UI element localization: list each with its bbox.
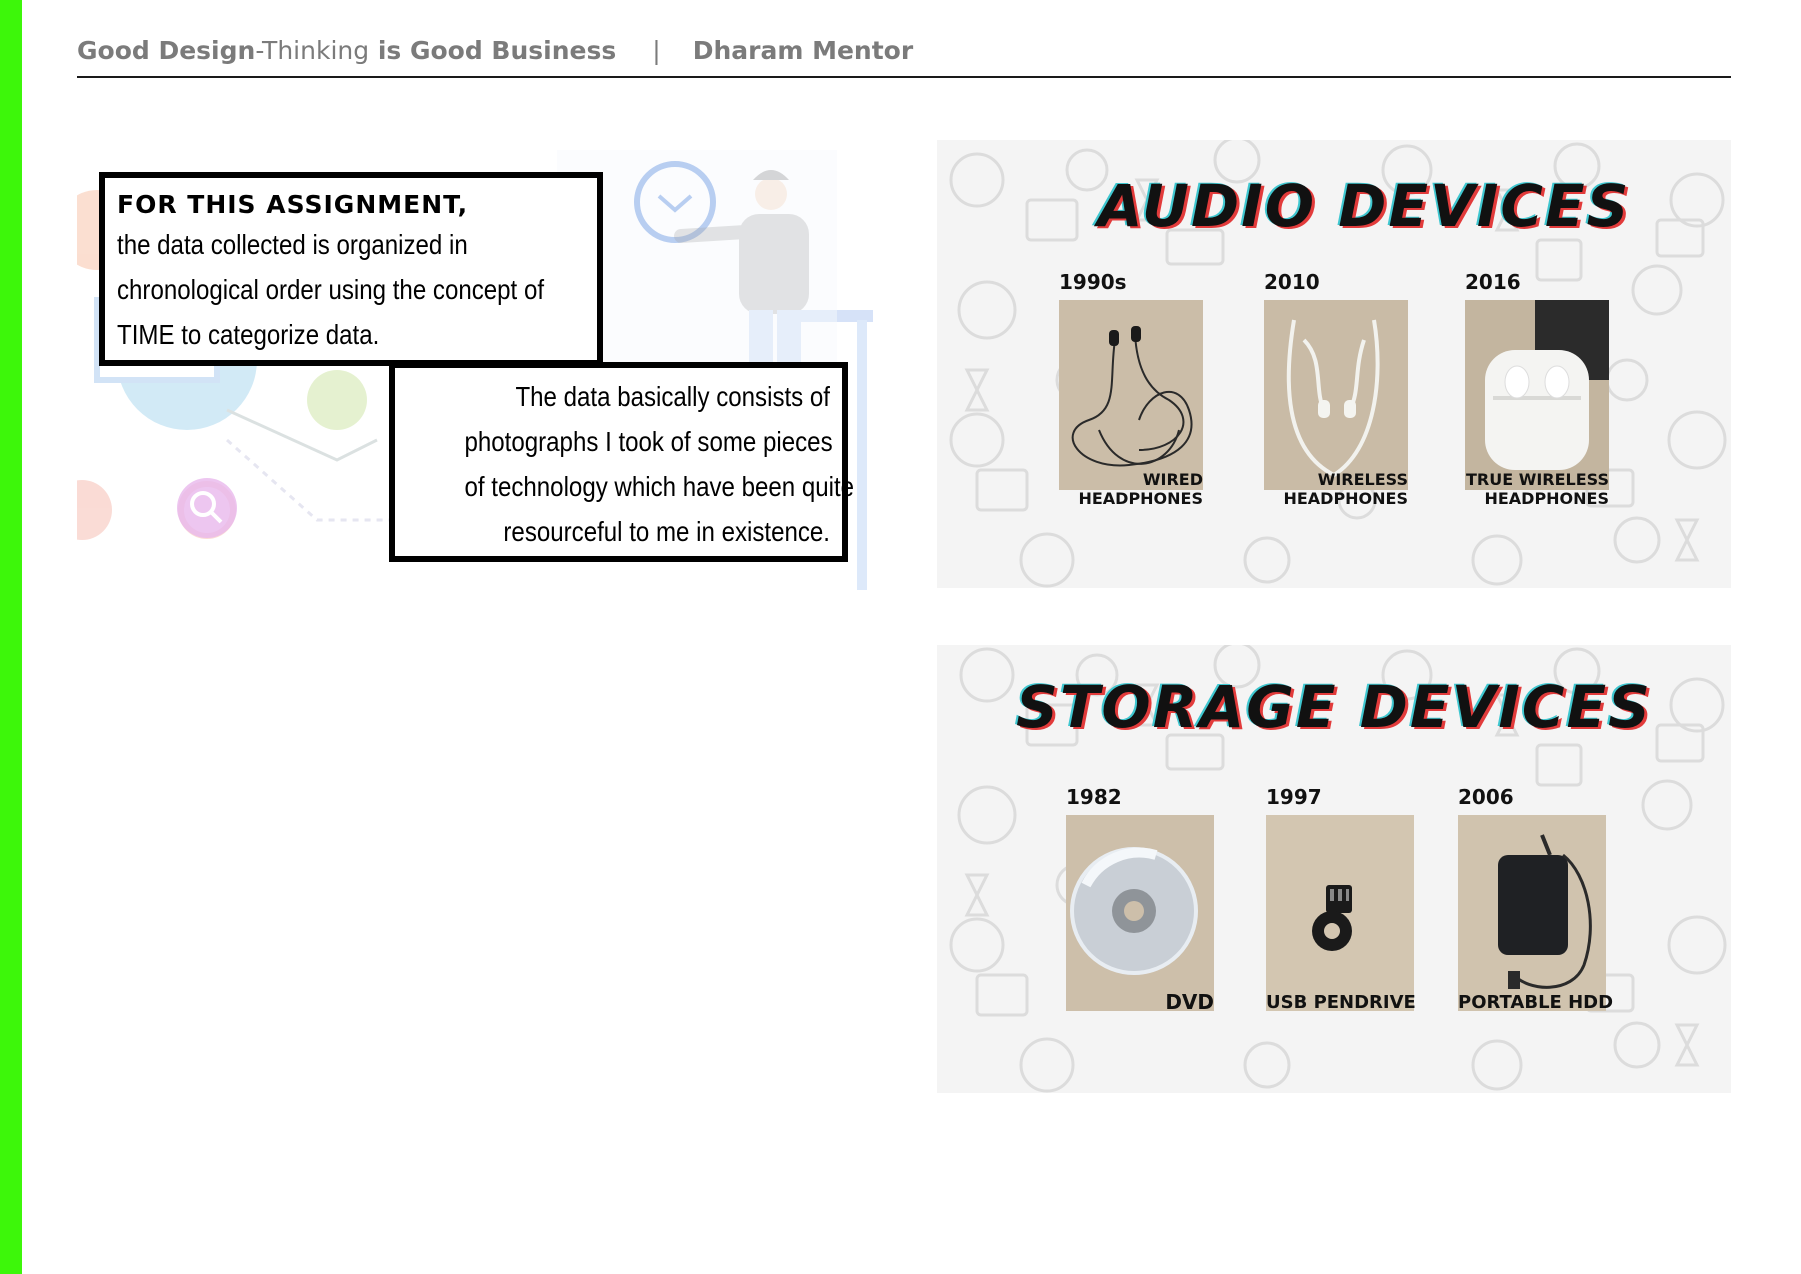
- accent-bar: [0, 0, 22, 1274]
- item-year: 1997: [1266, 785, 1322, 809]
- disc-icon: [1066, 815, 1214, 1014]
- caption-wired-headphones: [1059, 470, 1203, 508]
- photo-wireless-headphones: [1264, 300, 1408, 490]
- header-divider: [77, 76, 1731, 78]
- intro-second-line: The data basically consists of: [515, 381, 830, 412]
- intro-body: [117, 222, 545, 357]
- intro-second-line: photographs I took of some pieces: [464, 426, 833, 457]
- intro-heading-text: FOR THIS ASSIGNMENT: [117, 190, 458, 219]
- intro-second-line: resourceful to me in existence.: [503, 516, 830, 547]
- usb-pendrive-icon: [1266, 815, 1414, 1011]
- audio-devices-title: AUDIO DEVICES: [1097, 172, 1631, 240]
- caption-line-2: HEADPHONES: [1078, 489, 1203, 508]
- caption-line-2: HEADPHONES: [1283, 489, 1408, 508]
- photo-usb-pendrive: [1266, 815, 1414, 1011]
- intro-heading-comma: ,: [457, 190, 469, 219]
- header-title-part-1: Good Design: [77, 36, 256, 65]
- earbuds-case-icon: [1465, 300, 1609, 490]
- item-year: 2010: [1264, 270, 1320, 294]
- item-year: 1990s: [1059, 270, 1127, 294]
- intro-second-body: [464, 374, 855, 554]
- item-year: 2006: [1458, 785, 1514, 809]
- intro-line: chronological order using the concept of: [117, 274, 545, 305]
- caption-line-1: WIRELESS: [1317, 470, 1408, 489]
- header-title: [77, 36, 913, 65]
- caption-line-1: WIRED: [1142, 470, 1203, 489]
- caption-line-1: TRUE WIRELESS: [1465, 470, 1609, 489]
- wireless-headphones-icon: [1264, 300, 1408, 490]
- intro-box-primary: [99, 172, 603, 366]
- wired-headphones-icon: [1059, 300, 1203, 490]
- photo-dvd: [1066, 815, 1214, 1014]
- audio-devices-panel: [937, 140, 1731, 588]
- storage-devices-panel: [937, 645, 1731, 1093]
- header-title-part-3: is Good Business: [369, 36, 617, 65]
- caption-wireless-headphones: [1264, 470, 1408, 508]
- photo-portable-hdd: [1458, 815, 1614, 1013]
- intro-line: TIME to categorize data.: [117, 319, 380, 350]
- header-separator: |: [652, 36, 661, 65]
- photo-wired-headphones: [1059, 300, 1203, 490]
- storage-devices-title: STORAGE DEVICES: [1016, 673, 1652, 741]
- photo-true-wireless-headphones: [1465, 300, 1609, 490]
- page-header: [77, 30, 1731, 78]
- caption-portable-hdd: PORTABLE HDD: [1458, 992, 1614, 1013]
- caption-usb-pendrive: USB PENDRIVE: [1266, 992, 1416, 1013]
- intro-heading: [117, 188, 587, 222]
- hard-drive-icon: [1458, 815, 1614, 1013]
- caption-line-2: HEADPHONES: [1484, 489, 1609, 508]
- intro-line: the data collected is organized in: [117, 229, 468, 260]
- intro-box-secondary: [389, 362, 855, 562]
- item-year: 1982: [1066, 785, 1122, 809]
- intro-second-line: of technology which have been quite: [464, 471, 855, 502]
- caption-dvd: DVD: [1165, 990, 1214, 1014]
- item-year: 2016: [1465, 270, 1521, 294]
- header-title-part-2: -Thinking: [255, 36, 370, 65]
- header-author: Dharam Mentor: [692, 36, 914, 65]
- caption-true-wireless-headphones: [1465, 470, 1609, 508]
